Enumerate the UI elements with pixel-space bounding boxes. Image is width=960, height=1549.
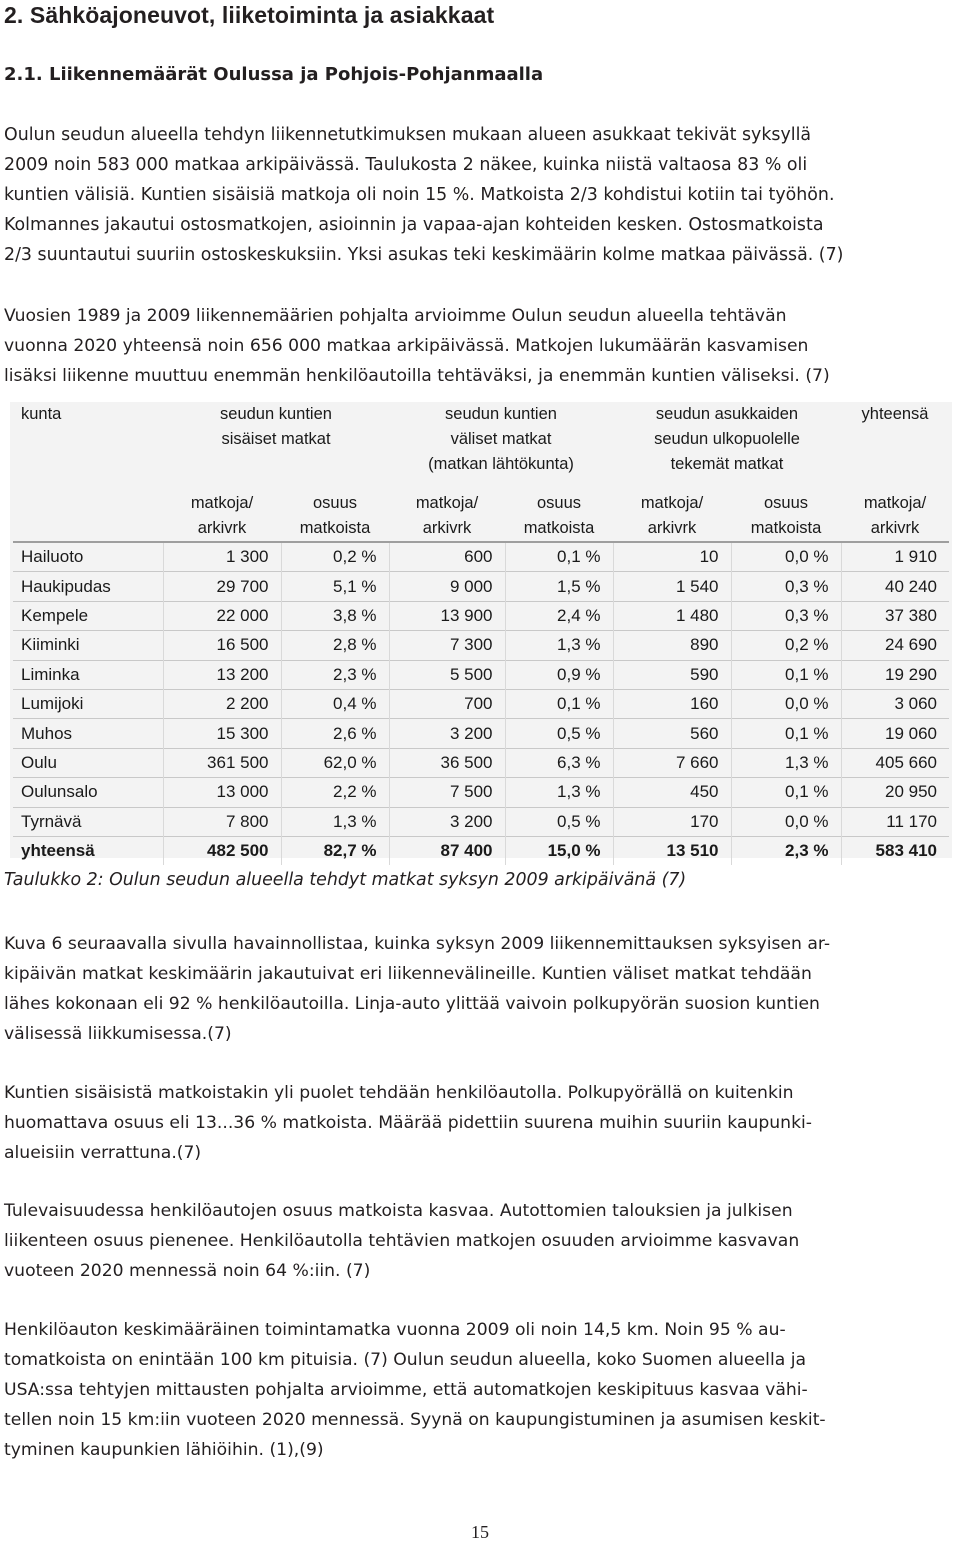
value-cell: 40 240 xyxy=(841,572,949,601)
value-cell: 36 500 xyxy=(389,748,505,777)
subheader-line: arkivrk xyxy=(422,519,472,537)
value-cell: 0,1 % xyxy=(505,689,613,718)
value-cell: 560 xyxy=(613,719,731,748)
table-row xyxy=(13,660,949,689)
value-cell: 5,1 % xyxy=(281,572,389,601)
paragraph-line: 2/3 suuntautui suuriin ostoskeskuksiin. Yksi asukas teki keskimäärin kolme matkaa päivässä. (7) xyxy=(4,245,844,265)
value-cell: 2,4 % xyxy=(505,601,613,630)
municipality-cell: Hailuoto xyxy=(21,547,84,567)
table-row xyxy=(13,807,949,836)
value-cell: 3 060 xyxy=(841,689,949,718)
table-row xyxy=(13,572,949,601)
table-row xyxy=(13,689,949,718)
subheader-trips xyxy=(613,488,731,542)
value-cell: 3,8 % xyxy=(281,601,389,630)
subheader-line: matkoista xyxy=(750,519,822,537)
value-cell: 1,3 % xyxy=(505,631,613,660)
value-cell: 1,5 % xyxy=(505,572,613,601)
subheader-line: arkivrk xyxy=(870,519,920,537)
subheader-line: matkoja/ xyxy=(190,494,254,512)
header-line: (matkan lähtökunta) xyxy=(428,455,574,473)
value-cell: 0,3 % xyxy=(731,601,841,630)
value-cell: 0,1 % xyxy=(505,542,613,572)
value-cell: 405 660 xyxy=(841,748,949,777)
value-cell: 0,2 % xyxy=(731,631,841,660)
value-cell: 0,9 % xyxy=(505,660,613,689)
subheader-line: arkivrk xyxy=(647,519,697,537)
subheader-line: matkoista xyxy=(523,519,595,537)
value-cell: 0,0 % xyxy=(731,689,841,718)
subheader-trips xyxy=(841,488,949,542)
value-cell: 22 000 xyxy=(163,601,281,630)
municipality-cell: Muhos xyxy=(21,723,73,743)
value-cell: 2,2 % xyxy=(281,778,389,807)
paragraph-line: välisessä liikkumisessa.(7) xyxy=(4,1024,232,1044)
value-cell: 19 060 xyxy=(841,719,949,748)
paragraph-line: vuoteen 2020 mennessä noin 64 %:iin. (7) xyxy=(4,1261,371,1281)
paragraph-line: alueisiin verrattuna.(7) xyxy=(4,1143,202,1163)
subheader-line: osuus xyxy=(312,494,358,512)
subheader-empty xyxy=(13,488,163,542)
paragraph-line: vuonna 2020 yhteensä noin 656 000 matkaa arkipäivässä. Matkojen lukumäärän kasvamisen xyxy=(4,336,809,356)
header-line: seudun ulkopuolelle xyxy=(654,430,800,448)
paragraph-line: Kuva 6 seuraavalla sivulla havainnollistaa, kuinka syksyn 2009 liikennemittauksen syksyisen ar- xyxy=(4,934,831,954)
value-cell: 0,4 % xyxy=(281,689,389,718)
paragraph-line: huomattava osuus eli 13...36 % matkoista. Määrää pidettiin suurena muihin suuriin kaupunki- xyxy=(4,1113,812,1133)
municipality-cell: Oulu xyxy=(21,752,57,772)
municipality-cell: Kiiminki xyxy=(21,635,80,655)
paragraph-line: tellen noin 15 km:iin vuoteen 2020 mennessä. Syynä on kaupungistuminen ja asumisen keskit- xyxy=(4,1410,826,1430)
paragraph-line: USA:ssa tehtyjen mittausten pohjalta arvioimme, että automatkojen keskipituus kasvaa vähi- xyxy=(4,1380,808,1400)
table-row xyxy=(13,601,949,630)
value-cell: 0,3 % xyxy=(731,572,841,601)
municipality-cell: yhteensä xyxy=(21,841,95,861)
value-cell: 24 690 xyxy=(841,631,949,660)
value-cell: 890 xyxy=(613,631,731,660)
value-cell: 2,8 % xyxy=(281,631,389,660)
value-cell: 13 200 xyxy=(163,660,281,689)
value-cell: 1,3 % xyxy=(731,748,841,777)
value-cell: 7 500 xyxy=(389,778,505,807)
value-cell: 0,2 % xyxy=(281,542,389,572)
value-cell: 13 510 xyxy=(613,836,731,865)
value-cell: 87 400 xyxy=(389,836,505,865)
paragraph-line: kuntien välisiä. Kuntien sisäisiä matkoja oli noin 15 %. Matkoista 2/3 kohdistui kotiin tai työhön. xyxy=(4,185,835,205)
value-cell: 1 910 xyxy=(841,542,949,572)
value-cell: 1,3 % xyxy=(281,807,389,836)
subsection-title: 2.1. Liikennemäärät Oulussa ja Pohjois-Pohjanmaalla xyxy=(4,64,544,85)
paragraph-4 xyxy=(4,1078,956,1168)
value-cell: 13 900 xyxy=(389,601,505,630)
table-row xyxy=(13,542,949,572)
paragraph-line: Tulevaisuudessa henkilöautojen osuus matkoista kasvaa. Autottomien talouksien ja julkisen xyxy=(4,1201,793,1221)
value-cell: 0,1 % xyxy=(731,719,841,748)
header-internal-trips xyxy=(163,402,389,488)
value-cell: 7 660 xyxy=(613,748,731,777)
value-cell: 2 200 xyxy=(163,689,281,718)
subheader-line: arkivrk xyxy=(197,519,247,537)
paragraph-2 xyxy=(4,301,956,391)
header-kunta: kunta xyxy=(21,405,62,423)
table-row xyxy=(13,778,949,807)
value-cell: 1 480 xyxy=(613,601,731,630)
paragraph-3 xyxy=(4,929,956,1049)
value-cell: 0,0 % xyxy=(731,542,841,572)
subheader-line: matkoja/ xyxy=(640,494,704,512)
subheader-line: osuus xyxy=(763,494,809,512)
header-line: seudun asukkaiden xyxy=(655,405,799,423)
table-row xyxy=(13,719,949,748)
value-cell: 450 xyxy=(613,778,731,807)
paragraph-line: kipäivän matkat keskimäärin jakautuivat eri liikennevälineille. Kuntien väliset matkat tehdään xyxy=(4,964,812,984)
value-cell: 583 410 xyxy=(841,836,949,865)
value-cell: 1 540 xyxy=(613,572,731,601)
value-cell: 7 800 xyxy=(163,807,281,836)
value-cell: 700 xyxy=(389,689,505,718)
paragraph-line: tyminen kaupunkien lähiöihin. (1),(9) xyxy=(4,1440,324,1460)
value-cell: 160 xyxy=(613,689,731,718)
value-cell: 5 500 xyxy=(389,660,505,689)
subheader-line: matkoja/ xyxy=(863,494,927,512)
subheader-line: matkoja/ xyxy=(415,494,479,512)
subheader-trips xyxy=(163,488,281,542)
value-cell: 6,3 % xyxy=(505,748,613,777)
paragraph-6 xyxy=(4,1315,956,1465)
subheader-line: osuus xyxy=(536,494,582,512)
value-cell: 0,1 % xyxy=(731,660,841,689)
paragraph-line: Vuosien 1989 ja 2009 liikennemäärien pohjalta arvioimme Oulun seudun alueella tehtävän xyxy=(4,306,787,326)
value-cell: 1 300 xyxy=(163,542,281,572)
header-line: seudun kuntien xyxy=(445,405,557,423)
municipality-cell: Liminka xyxy=(21,664,80,684)
subheader-share xyxy=(505,488,613,542)
value-cell: 170 xyxy=(613,807,731,836)
paragraph-line: Oulun seudun alueella tehdyn liikennetutkimuksen mukaan alueen asukkaat tekivät syksyllä xyxy=(4,125,812,145)
municipality-cell: Haukipudas xyxy=(21,576,111,596)
value-cell: 590 xyxy=(613,660,731,689)
municipality-cell: Lumijoki xyxy=(21,694,84,714)
subheader-line: matkoista xyxy=(299,519,371,537)
paragraph-line: Kuntien sisäisistä matkoistakin yli puolet tehdään henkilöautolla. Polkupyörällä on kuitenkin xyxy=(4,1083,794,1103)
value-cell: 82,7 % xyxy=(281,836,389,865)
paragraph-line: lisäksi liikenne muuttuu enemmän henkilöautoilla tehtäväksi, ja enemmän kuntien väliseksi. (7) xyxy=(4,366,830,386)
header-outside-trips xyxy=(613,402,841,488)
value-cell: 3 200 xyxy=(389,807,505,836)
value-cell: 62,0 % xyxy=(281,748,389,777)
header-total: yhteensä xyxy=(861,405,929,423)
page-number: 15 xyxy=(471,1522,489,1542)
paragraph-line: 2009 noin 583 000 matkaa arkipäivässä. Taulukosta 2 näkee, kuinka niistä valtaosa 83 % oli xyxy=(4,155,808,175)
value-cell: 2,6 % xyxy=(281,719,389,748)
paragraph-line: lähes kokonaan eli 92 % henkilöautoilla. Linja-auto ylittää vaivoin polkupyörän suosion kuntien xyxy=(4,994,820,1014)
section-title: 2. Sähköajoneuvot, liiketoiminta ja asiakkaat xyxy=(4,2,495,28)
value-cell: 0,0 % xyxy=(731,807,841,836)
value-cell: 19 290 xyxy=(841,660,949,689)
value-cell: 3 200 xyxy=(389,719,505,748)
header-intermunicipal-trips xyxy=(389,402,613,488)
value-cell: 13 000 xyxy=(163,778,281,807)
municipality-cell: Oulunsalo xyxy=(21,782,98,802)
subheader-share xyxy=(281,488,389,542)
trips-table xyxy=(10,402,952,861)
paragraph-line: Kolmannes jakautui ostosmatkojen, asioinnin ja vapaa-ajan kohteiden kesken. Ostosmatkoista xyxy=(4,215,824,235)
value-cell: 1,3 % xyxy=(505,778,613,807)
paragraph-5 xyxy=(4,1196,956,1286)
value-cell: 0,5 % xyxy=(505,807,613,836)
value-cell: 482 500 xyxy=(163,836,281,865)
table-caption: Taulukko 2: Oulun seudun alueella tehdyt matkat syksyn 2009 arkipäivänä (7) xyxy=(4,870,687,890)
value-cell: 10 xyxy=(613,542,731,572)
value-cell: 37 380 xyxy=(841,601,949,630)
value-cell: 7 300 xyxy=(389,631,505,660)
municipality-cell: Kempele xyxy=(21,605,89,625)
value-cell: 29 700 xyxy=(163,572,281,601)
table-body xyxy=(13,542,949,865)
value-cell: 2,3 % xyxy=(731,836,841,865)
value-cell: 600 xyxy=(389,542,505,572)
value-cell: 2,3 % xyxy=(281,660,389,689)
table-row xyxy=(13,631,949,660)
subheader-share xyxy=(731,488,841,542)
header-line: tekemät matkat xyxy=(670,455,784,473)
header-line: sisäiset matkat xyxy=(221,430,331,448)
table-total-row xyxy=(13,836,949,865)
value-cell: 15,0 % xyxy=(505,836,613,865)
value-cell: 16 500 xyxy=(163,631,281,660)
paragraph-line: liikenteen osuus pienenee. Henkilöautolla tehtävien matkojen osuuden arvioimme kasvavan xyxy=(4,1231,800,1251)
value-cell: 0,1 % xyxy=(731,778,841,807)
paragraph-line: tomatkoista on enintään 100 km pituisia. (7) Oulun seudun alueella, koko Suomen alueella ja xyxy=(4,1350,807,1370)
value-cell: 20 950 xyxy=(841,778,949,807)
subheader-trips xyxy=(389,488,505,542)
trips-table-grid xyxy=(13,402,949,865)
value-cell: 0,5 % xyxy=(505,719,613,748)
header-line: seudun kuntien xyxy=(220,405,332,423)
municipality-cell: Tyrnävä xyxy=(21,811,82,831)
header-line: väliset matkat xyxy=(450,430,552,448)
value-cell: 361 500 xyxy=(163,748,281,777)
paragraph-line: Henkilöauton keskimääräinen toimintamatka vuonna 2009 oli noin 14,5 km. Noin 95 % au- xyxy=(4,1320,786,1340)
table-row xyxy=(13,748,949,777)
paragraph-1 xyxy=(4,120,956,270)
value-cell: 11 170 xyxy=(841,807,949,836)
value-cell: 9 000 xyxy=(389,572,505,601)
value-cell: 15 300 xyxy=(163,719,281,748)
